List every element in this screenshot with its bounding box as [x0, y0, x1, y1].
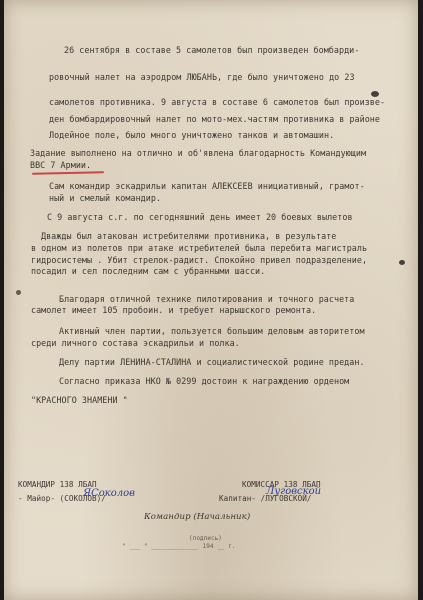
date-line: " ___ " _____________ 194 __ г. — [122, 543, 236, 550]
commander-rank-name: - Майор- (СОКОЛОВ)/ — [18, 494, 106, 503]
commander-signature: ЯСоколов — [83, 488, 135, 499]
commissar-signature: Луговской — [266, 486, 322, 497]
text-line: самолетов противника. 9 августа в составе 6 самолетов был произве- — [49, 97, 386, 107]
ink-mark — [371, 91, 379, 97]
commander-caption: Командир (Начальник) — [144, 512, 251, 522]
text-line: среди личного состава эскадрильи и полка. — [31, 338, 240, 348]
text-line: "КРАСНОГО ЗНАМЕНИ " — [31, 395, 128, 405]
text-line: Сам командир эскадрильи капитан АЛЕКСЕЕВ инициативный, грамот- — [49, 181, 365, 191]
text-line: Делу партии ЛЕНИНА-СТАЛИНА и социалистической родине предан. — [59, 357, 365, 367]
ink-mark — [399, 260, 405, 265]
commissar-unit: КОМИССАР 138 ЛБАП — [242, 480, 321, 489]
text-line: Лодейное поле, было много уничтожено танков и автомашин. — [49, 130, 335, 140]
text-line: Задание выполнено на отлично и об'явлена благодарность Командующим — [30, 148, 367, 158]
red-underline — [32, 171, 104, 174]
text-line: Согласно приказа НКО № 0299 достоин к награждению орденом — [59, 376, 350, 386]
commissar-rank-name: Капитан- /ЛУГОВСКОЙ/ — [219, 494, 312, 503]
signature-hint: (подпись) — [189, 535, 222, 542]
commander-unit: КОМАНДИР 138 ЛБАП — [18, 480, 97, 489]
text-line: С 9 августа с.г. по сегодняшний день имеет 20 боевых вылетов — [47, 212, 353, 222]
document-page — [4, 0, 418, 600]
text-line: в одном из полетов при атаке истребителей была перебита магистраль — [31, 243, 368, 253]
punch-hole — [16, 290, 21, 295]
text-line: самолет имеет 105 пробоин. и требует нарышского ремонта. — [31, 305, 317, 315]
text-line: гидросистемы . Убит стрелок-радист. Спокойно привел подразделение, — [31, 255, 368, 265]
text-line: посадил и сел последним сам с убранными шасси. — [31, 266, 266, 276]
text-line: Благодаря отличной технике пилотирования и точного расчета — [59, 294, 355, 304]
text-line: ный и смелый командир. — [49, 193, 162, 203]
text-line: ВВС 7 Армии. — [30, 160, 92, 170]
text-line: 26 сентября в составе 5 самолетов был произведен бомбарди- — [64, 45, 360, 55]
text-line: ровочный налет на аэродром ЛЮБАНЬ, где было уничтожено до 23 — [49, 72, 355, 82]
text-line: Активный член партии, пользуется большим деловым авторитетом — [59, 326, 365, 336]
text-line: Дважды был атакован истребителями противника, в результате — [41, 231, 337, 241]
text-line: ден бомбардировочный налет по мото-мех.частям противника в районе — [49, 114, 380, 124]
